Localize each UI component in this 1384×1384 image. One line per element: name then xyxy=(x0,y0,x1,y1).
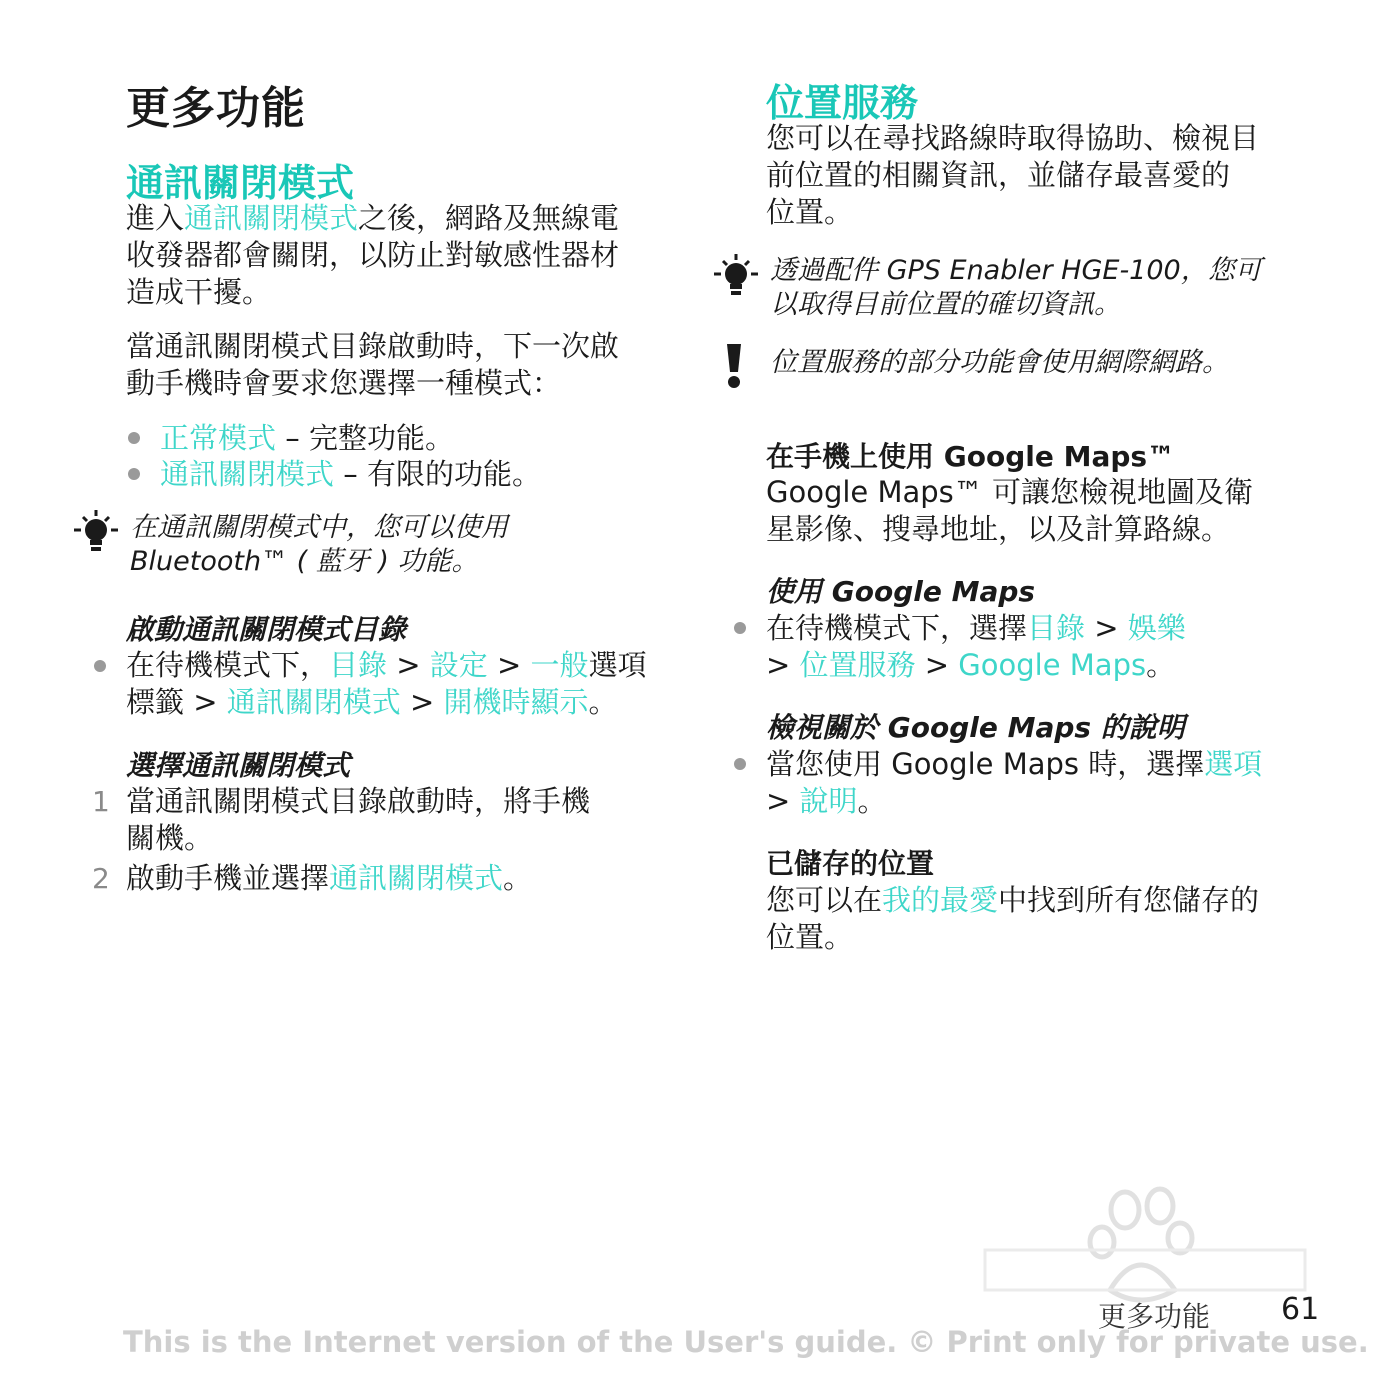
text: 關機。 xyxy=(126,821,214,855)
bullet xyxy=(94,660,106,672)
flight-menu-paragraph xyxy=(126,328,686,402)
general-link[interactable]: 一般 xyxy=(530,648,589,682)
google-maps-help-step: 當您使用 Google Maps 時，選擇選項 > 說明。 xyxy=(766,747,1263,818)
google-maps-help-heading: 檢視關於 Google Maps 的說明 xyxy=(766,711,1185,744)
text: 進入 xyxy=(126,201,185,235)
page-number: 61 xyxy=(1281,1292,1320,1327)
text: 標籤 > xyxy=(126,685,227,719)
bullet xyxy=(128,468,140,480)
text: 中找到所有您儲存的 xyxy=(998,883,1260,917)
text: 在待機模式下，選擇 xyxy=(766,611,1028,645)
gps-tip xyxy=(770,254,1330,322)
normal-mode-link[interactable]: 正常模式 xyxy=(160,421,277,455)
exclamation-icon xyxy=(722,342,746,390)
activate-flight-step: 在待機模式下，目錄 > 設定 > 一般選項 標籤 > 通訊關閉模式 > 開機時顯示。 xyxy=(126,648,647,719)
google-maps-paragraph xyxy=(766,474,1346,548)
menu-link[interactable]: 目錄 xyxy=(329,648,388,682)
text: 啟動手機並選擇 xyxy=(126,861,330,895)
flight-mode-link[interactable]: 通訊關閉模式 xyxy=(160,457,335,491)
text: 您可以在 xyxy=(766,883,883,917)
settings-link[interactable]: 設定 xyxy=(429,648,488,682)
text: 之後，網路及無線電 xyxy=(358,201,620,235)
list-item xyxy=(160,420,454,457)
bullet xyxy=(128,432,140,444)
flight-mode-heading: 通訊關閉模式 xyxy=(126,161,355,205)
internet-warning: 位置服務的部分功能會使用網際網路。 xyxy=(770,347,1229,378)
favourites-link[interactable]: 我的最愛 xyxy=(882,883,999,917)
flight-mode-link[interactable]: 通訊關閉模式 xyxy=(184,201,359,235)
text: 當通訊關閉模式目錄啟動時，下一次啟 xyxy=(126,329,620,363)
text: 以取得目前位置的確切資訊。 xyxy=(770,289,1121,320)
activate-flight-menu-heading: 啟動通訊關閉模式目錄 xyxy=(126,613,407,646)
text: 星影像、搜尋地址，以及計算路線。 xyxy=(766,512,1231,546)
text: 位置。 xyxy=(766,195,854,229)
flight-intro-paragraph xyxy=(126,200,686,311)
text: 動手機時會要求您選擇一種模式： xyxy=(126,366,562,400)
text: 。 xyxy=(503,861,533,895)
step-number: 1 xyxy=(92,785,110,818)
text: 當您使用 Google Maps 時，選擇 xyxy=(766,747,1205,781)
text: – 完整功能。 xyxy=(276,421,454,455)
flight-tip xyxy=(130,511,650,579)
text: Bluetooth™ ( 藍牙 ) 功能。 xyxy=(130,546,479,577)
lightbulb-icon xyxy=(70,508,122,560)
saved-locations-paragraph xyxy=(766,882,1346,956)
step-number: 2 xyxy=(92,862,110,895)
text: – 有限的功能。 xyxy=(334,457,541,491)
text: 前位置的相關資訊，並儲存最喜愛的 xyxy=(766,158,1231,192)
flight-mode-link[interactable]: 通訊關閉模式 xyxy=(226,685,401,719)
text: 透過配件 GPS Enabler HGE-100，您可 xyxy=(770,255,1262,286)
use-google-maps-step: 在待機模式下，選擇目錄 > 娛樂 > 位置服務 > Google Maps。 xyxy=(766,611,1186,682)
text: 在通訊關閉模式中，您可以使用 xyxy=(130,512,508,543)
list-item xyxy=(160,456,541,493)
text: 選項 xyxy=(588,648,647,682)
text: 位置。 xyxy=(766,920,854,954)
location-services-heading: 位置服務 xyxy=(766,81,919,125)
google-maps-heading: 在手機上使用 Google Maps™ xyxy=(766,440,1176,473)
text: 在待機模式下， xyxy=(126,648,330,682)
text: 您可以在尋找路線時取得協助、檢視目 xyxy=(766,121,1260,155)
saved-locations-heading: 已儲存的位置 xyxy=(766,847,935,880)
google-maps-link[interactable]: Google Maps xyxy=(958,648,1147,682)
step-item xyxy=(126,783,686,857)
flight-mode-link[interactable]: 通訊關閉模式 xyxy=(329,861,504,895)
location-services-link[interactable]: 位置服務 xyxy=(799,648,916,682)
options-link[interactable]: 選項 xyxy=(1204,747,1263,781)
entertainment-link[interactable]: 娛樂 xyxy=(1127,611,1186,645)
help-link[interactable]: 說明 xyxy=(799,784,858,818)
use-google-maps-heading: 使用 Google Maps xyxy=(766,575,1036,608)
bullet xyxy=(734,622,746,634)
show-at-startup-link[interactable]: 開機時顯示 xyxy=(443,685,589,719)
bullet xyxy=(734,758,746,770)
text: Google Maps™ 可讓您檢視地圖及衛 xyxy=(766,475,1254,509)
footer-notice: This is the Internet version of the User's guide. © Print only for private use. xyxy=(123,1325,1369,1359)
step-item xyxy=(126,860,532,897)
text: 造成干擾。 xyxy=(126,275,272,309)
select-flight-mode-heading: 選擇通訊關閉模式 xyxy=(126,749,351,782)
page-title: 更多功能 xyxy=(126,83,306,134)
lightbulb-icon xyxy=(710,252,762,304)
text: 收發器都會關閉，以防止對敏感性器材 xyxy=(126,238,620,272)
location-intro-paragraph xyxy=(766,120,1326,231)
page-label: 更多功能 xyxy=(1098,1300,1211,1333)
text: 當通訊關閉模式目錄啟動時，將手機 xyxy=(126,784,591,818)
menu-link[interactable]: 目錄 xyxy=(1027,611,1086,645)
